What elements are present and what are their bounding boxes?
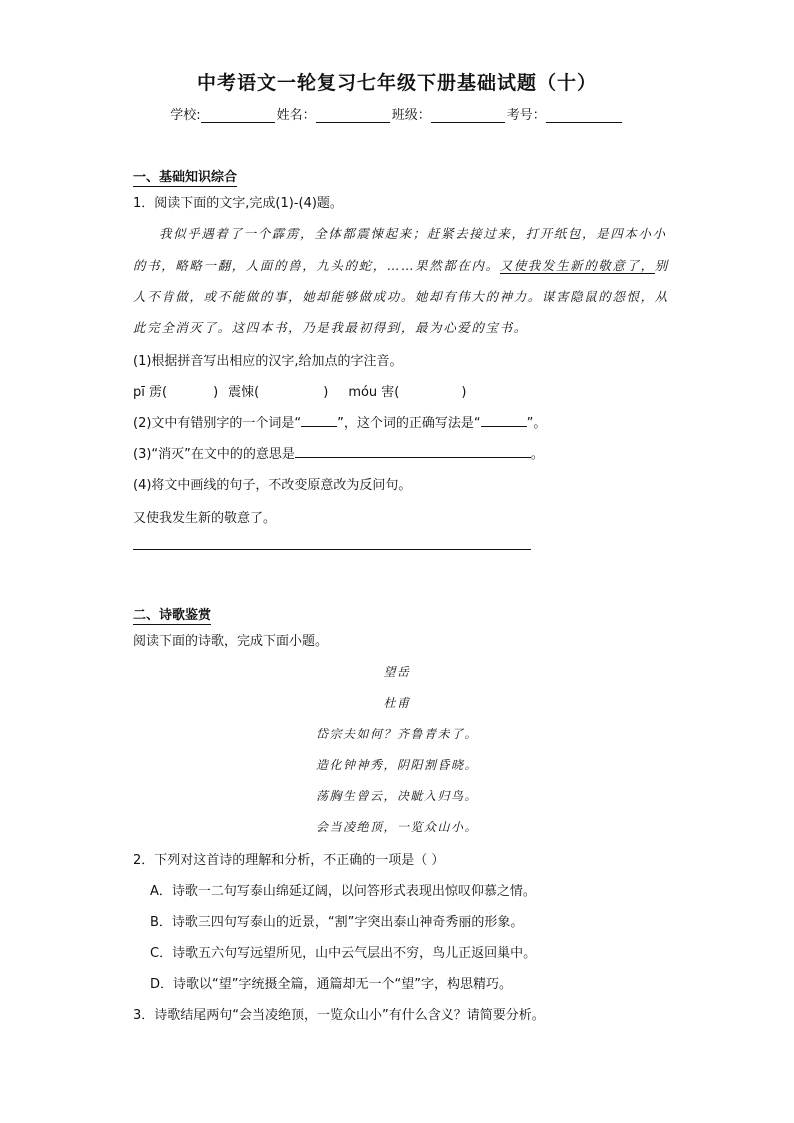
question-3-prompt: 3．诗歌结尾两句“会当凌绝顶，一览众山小”有什么含义？请简要分析。 <box>133 1008 545 1023</box>
poem-line-1: 岱宗夫如何？齐鲁青未了。 <box>315 727 478 741</box>
sub-question-2 <box>133 412 546 431</box>
sub-question-4: (4)将文中画线的句子，不改变原意改为反问句。 <box>133 478 412 493</box>
passage-line-1: 我似乎遇着了一个霹雳，全体都震悚起来；赶紧去接过来，打开纸包，是四本小小 <box>159 226 667 241</box>
pinyin-item-mou: móu 害( <box>348 385 400 400</box>
pinyin-row <box>133 381 466 400</box>
passage-line-3: 人不肯做，或不能做的事，她却能够做成功。她却有伟大的神力。谋害隐鼠的怨恨，从 <box>133 289 669 304</box>
sub-question-2-text-a: (2)文中有错别字的一个词是“ <box>133 416 302 431</box>
student-info-line <box>0 104 794 123</box>
poem-line-4: 会当凌绝顶，一览众山小。 <box>315 820 478 834</box>
class-blank[interactable] <box>431 108 505 123</box>
passage-line-2-start: 的书，略略一翻，人面的兽，九头的蛇，……果然都在内。 <box>133 258 500 273</box>
question-1-prompt: 1．阅读下面的文字,完成(1)-(4)题。 <box>133 196 343 211</box>
section-heading-poetry: 二、诗歌鉴赏 <box>133 608 212 623</box>
poetry-intro: 阅读下面的诗歌，完成下面小题。 <box>133 634 329 649</box>
poem-author: 杜甫 <box>383 696 411 710</box>
question-2-prompt: 2．下列对这首诗的理解和分析，不正确的一项是（ ） <box>133 853 445 868</box>
sub-question-3-end: 。 <box>530 447 544 462</box>
pinyin-close-mou: ) <box>461 385 467 400</box>
passage-line-2 <box>133 256 669 274</box>
school-blank[interactable] <box>201 108 275 123</box>
pinyin-item-pi: pī 雳( <box>133 385 168 400</box>
option-c[interactable]: C．诗歌五六句写远望所见，山中云气层出不穷，鸟儿正返回巢中。 <box>150 946 537 961</box>
correct-word-blank[interactable] <box>481 414 527 427</box>
pinyin-close-song: ) <box>323 385 329 400</box>
sub-question-3-text: (3)“消灭”在文中的的意思是 <box>133 447 295 462</box>
name-blank[interactable] <box>316 108 390 123</box>
passage-line-4: 此完全消灭了。这四本书，乃是我最初得到，最为心爱的宝书。 <box>133 320 528 335</box>
sub-question-2-text-b: ”，这个词的正确写法是“ <box>337 416 481 431</box>
underlined-sentence: 又使我发生新的敬意了， <box>499 258 655 273</box>
poem-title: 望岳 <box>383 665 411 679</box>
sub-question-3 <box>133 443 544 462</box>
class-label: 班级： <box>391 108 431 123</box>
sub-question-1: (1)根据拼音写出相应的汉字,给加点的字注音。 <box>133 354 403 369</box>
answer-line-q4[interactable] <box>133 549 531 550</box>
poem-line-3: 荡胸生曾云，决眦入归鸟。 <box>315 789 478 803</box>
name-label: 姓名： <box>276 108 316 123</box>
option-b[interactable]: B．诗歌三四句写泰山的近景，“割”字突出泰山神奇秀丽的形象。 <box>150 915 524 930</box>
pinyin-close-pi: ) <box>213 385 219 400</box>
sub-question-2-text-c: ”。 <box>526 416 547 431</box>
option-a[interactable]: A．诗歌一二句写泰山绵延辽阔，以问答形式表现出惊叹仰慕之情。 <box>150 884 536 899</box>
section-heading-basics: 一、基础知识综合 <box>133 170 238 185</box>
option-d[interactable]: D．诗歌以“望”字统摄全篇，通篇却无一个“望”字，构思精巧。 <box>150 977 512 992</box>
page-title: 中考语文一轮复习七年级下册基础试题（十） <box>196 72 597 94</box>
wrong-word-blank[interactable] <box>301 414 337 427</box>
school-label: 学校: <box>170 108 201 123</box>
meaning-blank[interactable] <box>295 445 531 458</box>
pinyin-item-song: 震悚( <box>228 385 260 400</box>
poem-line-2: 造化钟神秀，阴阳割昏晓。 <box>315 758 478 772</box>
exam-number-blank[interactable] <box>546 108 622 123</box>
passage-line-2-end: 别 <box>654 258 669 273</box>
sub-question-4-sentence: 又使我发生新的敬意了。 <box>133 511 277 526</box>
exam-number-label: 考号： <box>506 108 546 123</box>
